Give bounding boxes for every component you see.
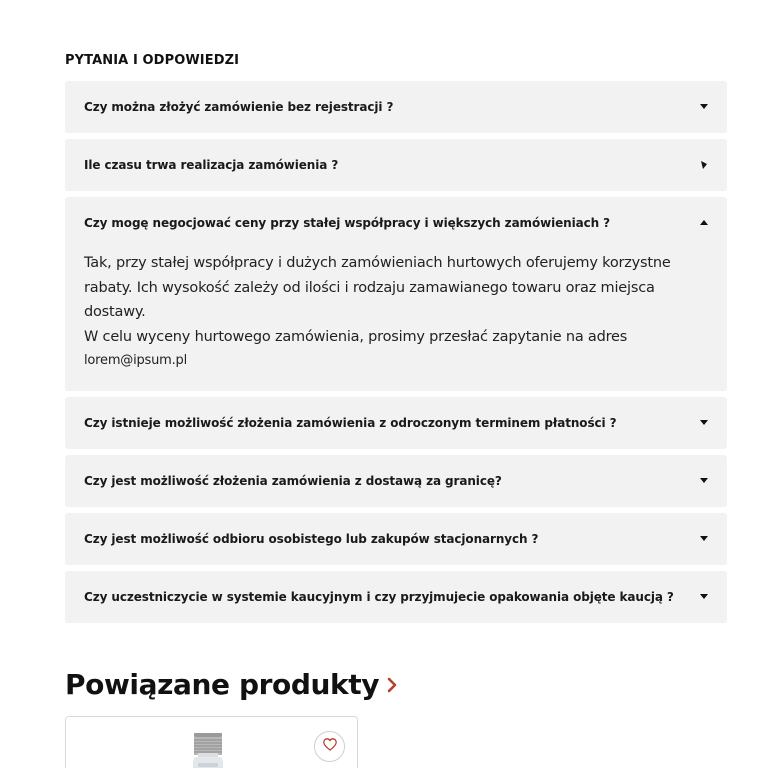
related-products-header[interactable]: [65, 668, 397, 701]
faq-question-text: Czy jest możliwość złożenia zamówienia z dostawą za granicę?: [84, 474, 502, 488]
product-bottle-image[interactable]: [190, 733, 226, 768]
faq-answer: [65, 249, 727, 391]
heart-icon: [323, 738, 337, 756]
chevron-down-icon: [699, 160, 709, 170]
faq-question-toggle[interactable]: [65, 139, 727, 191]
faq-item: [65, 397, 727, 449]
faq-item: [65, 139, 727, 191]
faq-question-text: Czy mogę negocjować ceny przy stałej współpracy i większych zamówieniach ?: [84, 216, 610, 230]
faq-item: [65, 513, 727, 565]
faq-answer-email: lorem@ipsum.pl: [84, 353, 188, 368]
faq-question-text: Czy istnieje możliwość złożenia zamówienia z odroczonym terminem płatności ?: [84, 416, 617, 430]
faq-question-toggle[interactable]: [65, 455, 727, 507]
faq-question-text: Ile czasu trwa realizacja zamówienia ?: [84, 158, 339, 172]
faq-question-text: Czy uczestniczycie w systemie kaucyjnym i czy przyjmujecie opakowania objęte kaucją ?: [84, 590, 674, 604]
faq-question-text: Czy można złożyć zamówienie bez rejestracji ?: [84, 100, 394, 114]
faq-item: [65, 81, 727, 133]
chevron-right-icon[interactable]: [387, 677, 397, 693]
chevron-down-icon: [699, 418, 709, 428]
faq-question-toggle[interactable]: [65, 513, 727, 565]
faq-question-toggle[interactable]: [65, 81, 727, 133]
chevron-down-icon: [699, 102, 709, 112]
faq-item-expanded: [65, 197, 727, 391]
faq-heading: PYTANIA I ODPOWIEDZI: [65, 53, 240, 68]
wishlist-button[interactable]: [314, 731, 345, 762]
faq-section: [65, 52, 727, 629]
faq-question-toggle[interactable]: [65, 571, 727, 623]
chevron-down-icon: [699, 476, 709, 486]
related-products-title[interactable]: Powiązane produkty: [65, 668, 380, 701]
product-card[interactable]: [65, 716, 358, 768]
faq-answer-paragraph: W celu wyceny hurtowego zamówienia, prosimy przesłać zapytanie na adres: [84, 328, 628, 345]
faq-item: [65, 455, 727, 507]
chevron-down-icon: [699, 534, 709, 544]
faq-item: [65, 571, 727, 623]
chevron-down-icon: [699, 592, 709, 602]
faq-question-text: Czy jest możliwość odbioru osobistego lub zakupów stacjonarnych ?: [84, 532, 539, 546]
chevron-up-icon: [699, 218, 709, 228]
faq-answer-paragraph: Tak, przy stałej współpracy i dużych zamówieniach hurtowych oferujemy korzystne rabaty. Ich wysokość zależy od ilości i rodzaju zamawianego towaru oraz miejsca dostawy.: [84, 255, 671, 320]
faq-question-toggle[interactable]: [65, 397, 727, 449]
faq-question-toggle[interactable]: [65, 197, 727, 249]
